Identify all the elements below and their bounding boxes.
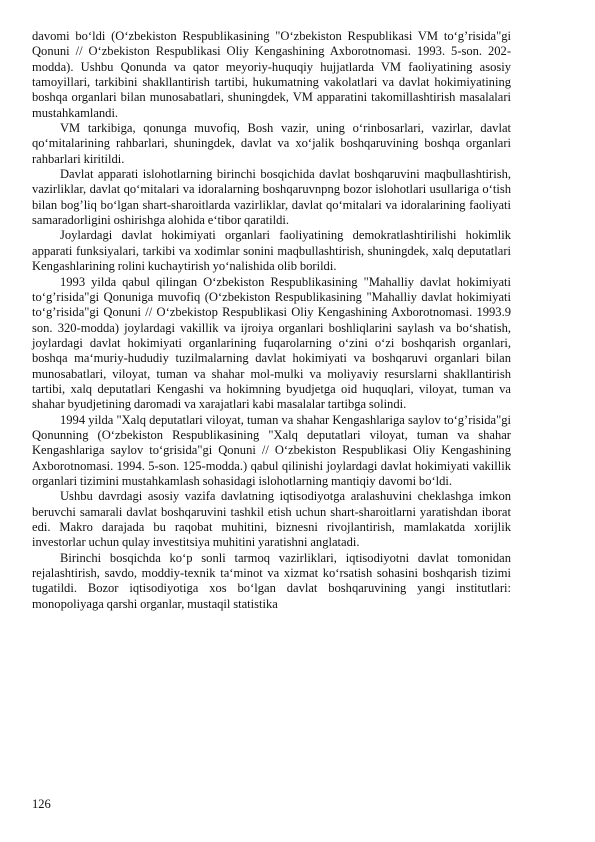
paragraph-1: davomi bo‘ldi (O‘zbekiston Respublikasining "O‘zbekiston Respublikasi VM to‘g’risida"gi Qonuni // O‘zbekiston Respublikasi Oliy Kengashining Axborotnomasi. 1993. 5-son. 202-modda). Ushbu Qonunda va qator meyoriy-huquqiy hujjatlarda VM faoliyatining asosiy tamoyillari, tarkibini shakllantirish tartibi, hukumatning vakolatlari va davlat hokimiyatining boshqa organlari bilan munosabatlari, shuningdek, VM apparatini takomillashtirish masalalari mustahkamlandi. (32, 29, 511, 120)
paragraph-6: 1994 yilda "Xalq deputatlari viloyat, tuman va shahar Kengashlariga saylov to‘g’risida"gi Qonunning (O‘zbekiston Respublikasining "Xalq deputatlari viloyat, tuman va shahar Kengashlariga saylov to‘grisida"gi Qonuni // O‘zbekiston Respublikasi Oliy Kengashining Axborotnomasi. 1994. 5-son. 125-modda.) qabul qilinishi joylardagi davlat hokimiyati vakillik organlari tizimini mustahkamlash sohasidagi islohotlarning mantiqiy davomi bo‘ldi. (32, 412, 511, 488)
paragraph-3: Davlat apparati islohotlarning birinchi bosqichida davlat boshqaruvini maqbullashtirish, vazirliklar, davlat qo‘mitalari va idoralarning boshqaruvnpng bozor islohotlari usullariga o‘tish bilan bog’liq bo‘lgan shart-sharoitlarda vazirliklar, davlat qo‘mitalari va idoralarining faoliyati samaradorligini oshirishga alohida e‘tibor qaratildi. (32, 167, 511, 228)
paragraph-7: Ushbu davrdagi asosiy vazifa davlatning iqtisodiyotga aralashuvini cheklashga imkon beruvchi samarali davlat boshqaruvini tashkil etish uchun shart-sharoitlarni yaratishdan iborat edi. Makro darajada bu raqobat muhitini, biznesni rivojlantirish, mamlakatda xorijlik investorlar uchun qulay investitsiya muhitini yaratishni anglatadi. (32, 489, 511, 550)
paragraph-8: Birinchi bosqichda ko‘p sonli tarmoq vazirliklari, iqtisodiyotni davlat tomonidan rejalashtirish, savdo, moddiy-texnik ta‘minot va xizmat ko‘rsatish sohasini boshqarish tizimi tugatildi. Bozor iqtisodiyotiga xos bo‘lgan davlat boshqaruvining yangi institutlari: monopoliyaga qarshi organlar, mustaqil statistika (32, 550, 511, 611)
page-number: 126 (32, 797, 51, 811)
paragraph-5: 1993 yilda qabul qilingan O‘zbekiston Respublikasining "Mahalliy davlat hokimiyati to‘g’risida"gi Qonuniga muvofiq (O‘zbekiston Respublikasining "Mahalliy davlat hokimiyati to‘g’risida"gi Qonuni // O‘zbekistop Respublikasi Oliy Kengashining Axborotnomasi. 1993.9 son. 320-modda) joylardagi vakillik va ijroiya organlari boshliqlarini saylash va bo‘shatish, joylardagi davlat hokimiyati organlarining fuqarolarning o‘zini o‘zi boshqarish organlari, boshqa ma‘muriy-hududiy tuzilmalarning davlat hokimiyati va boshqaruvi organlari bilan munosabatlari, viloyat, tuman va shahar mol-mulki va moliyaviy resurslarni shakllantirish tartibi, xalq deputatlari Kengashi va hokimning byudjetga oid huquqlari, viloyat, tuman va shahar byudjetining daromadi va xarajatlari kabi masalalar tartibga solindi. (32, 274, 511, 412)
body-text (32, 29, 511, 612)
paragraph-4: Joylardagi davlat hokimiyati organlari faoliyatining demokratlashtirilishi hokimlik apparati funksiyalari, tarkibi va xodimlar sonini maqbullashtirish, shuningdek, xalq deputatlari Kengashlarining rolini kuchaytirish yo‘nalishida olib borildi. (32, 228, 511, 274)
paragraph-2: VM tarkibiga, qonunga muvofiq, Bosh vazir, uning o‘rinbosarlari, vazirlar, davlat qo‘mitalarining rahbarlari, shuningdek, davlat va xo‘jalik boshqaruvining boshqa organlari rahbarlari kiritildi. (32, 121, 511, 166)
